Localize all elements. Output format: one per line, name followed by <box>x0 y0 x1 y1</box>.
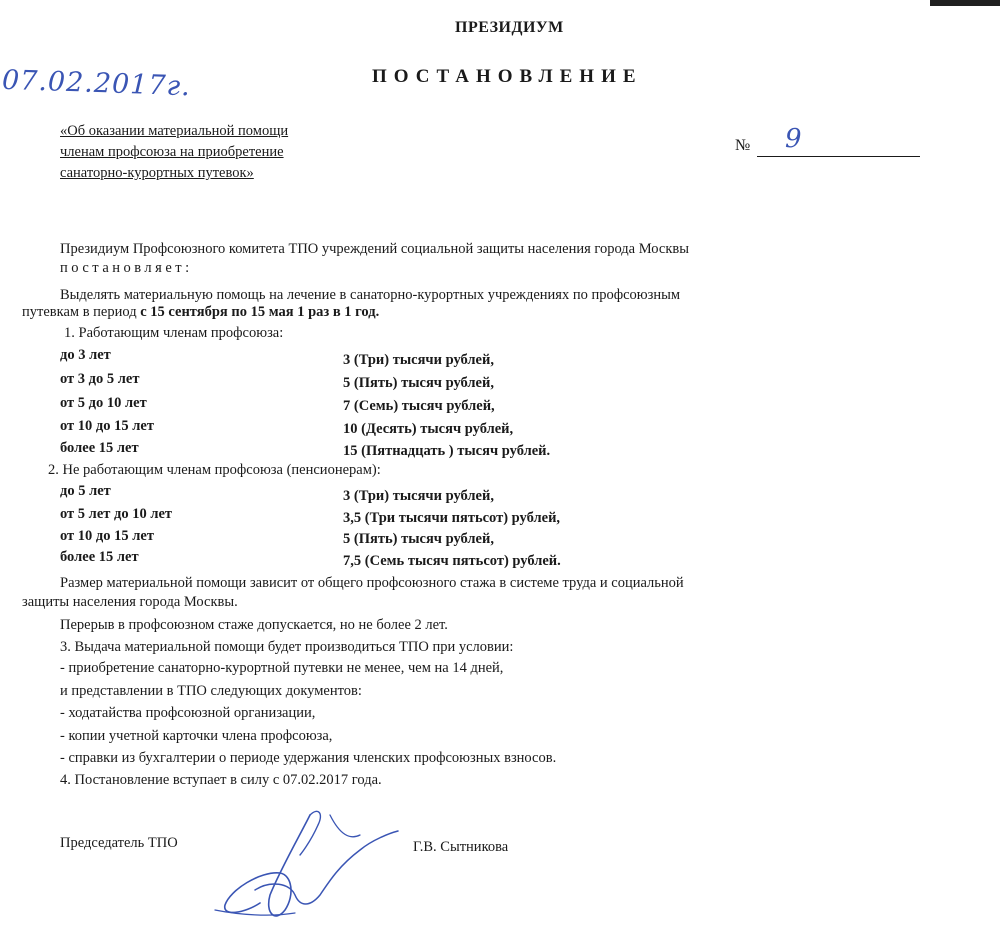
section1-amount: 5 (Пять) тысяч рублей, <box>343 375 494 391</box>
condition-heading: 3. Выдача материальной помощи будет производиться ТПО при условии: <box>60 639 514 655</box>
handwritten-date: 07.02.2017г. <box>1 64 192 103</box>
organization-heading: ПРЕЗИДИУМ <box>455 19 564 36</box>
section2-amount: 3 (Три) тысячи рублей, <box>343 488 494 504</box>
period-dates: с 15 сентября по 15 мая 1 раз в 1 год. <box>140 304 380 320</box>
section2-heading: 2. Не работающим членам профсоюза (пенсионерам): <box>48 462 381 478</box>
intro-line-4 <box>22 304 379 321</box>
effective-date-line: 4. Постановление вступает в силу с 07.02.2017 года. <box>60 772 382 788</box>
section1-term: от 10 до 15 лет <box>60 418 154 434</box>
break-line: Перерыв в профсоюзном стаже допускается, но не более 2 лет. <box>60 617 448 633</box>
handwritten-number: 9 <box>785 124 802 154</box>
section1-term: более 15 лет <box>60 440 139 456</box>
signatory-name: Г.В. Сытникова <box>413 839 509 855</box>
period-prefix: путевкам в период <box>22 304 141 320</box>
section1-term: до 3 лет <box>60 347 111 363</box>
section1-amount: 15 (Пятнадцать ) тысяч рублей. <box>343 443 551 459</box>
size-line-2: защиты населения города Москвы. <box>22 594 238 610</box>
size-line-1: Размер материальной помощи зависит от общего профсоюзного стажа в системе труда и социальной <box>60 575 684 591</box>
section2-amount: 3,5 (Три тысячи пятьсот) рублей, <box>343 510 561 526</box>
section2-term: до 5 лет <box>60 483 111 499</box>
section1-term: от 3 до 5 лет <box>60 371 140 387</box>
section2-term: от 5 лет до 10 лет <box>60 506 173 522</box>
intro-line-3: Выделять материальную помощь на лечение в санаторно-курортных учреждениях по профсоюзным <box>60 287 681 303</box>
section2-term: более 15 лет <box>60 549 139 565</box>
condition-item: - ходатайства профсоюзной организации, <box>60 705 316 721</box>
section2-term: от 10 до 15 лет <box>60 528 154 544</box>
section2-amount: 5 (Пять) тысяч рублей, <box>343 531 494 547</box>
section2-amount: 7,5 (Семь тысяч пятьсот) рублей. <box>343 553 561 569</box>
subject-line: членам профсоюза на приобретение <box>60 144 284 160</box>
section1-heading: 1. Работающим членам профсоюза: <box>64 325 284 341</box>
condition-item: - справки из бухгалтерии о периоде удержания членских профсоюзных взносов. <box>60 750 557 766</box>
intro-line-1: Президиум Профсоюзного комитета ТПО учреждений социальной защиты населения города Москвы <box>60 241 689 257</box>
subject-block <box>60 121 288 184</box>
subject-line: «Об оказании материальной помощи <box>60 123 289 139</box>
number-underline <box>757 156 920 157</box>
section1-term: от 5 до 10 лет <box>60 395 147 411</box>
document-type-heading: ПОСТАНОВЛЕНИЕ <box>372 66 643 87</box>
scan-edge-mark <box>930 0 1000 6</box>
number-label: № <box>735 137 751 154</box>
signatory-role: Председатель ТПО <box>60 835 178 851</box>
section1-amount: 10 (Десять) тысяч рублей, <box>343 421 514 437</box>
subject-line: санаторно-курортных путевок» <box>60 165 254 181</box>
condition-item: и представлении в ТПО следующих документов: <box>60 683 362 699</box>
condition-item: - копии учетной карточки члена профсоюза, <box>60 728 333 744</box>
section1-amount: 3 (Три) тысячи рублей, <box>343 352 494 368</box>
resolves-word: постановляет: <box>60 260 193 276</box>
section1-amount: 7 (Семь) тысяч рублей, <box>343 398 495 414</box>
handwritten-signature-icon <box>200 795 400 935</box>
condition-item: - приобретение санаторно-курортной путевки не менее, чем на 14 дней, <box>60 660 504 676</box>
